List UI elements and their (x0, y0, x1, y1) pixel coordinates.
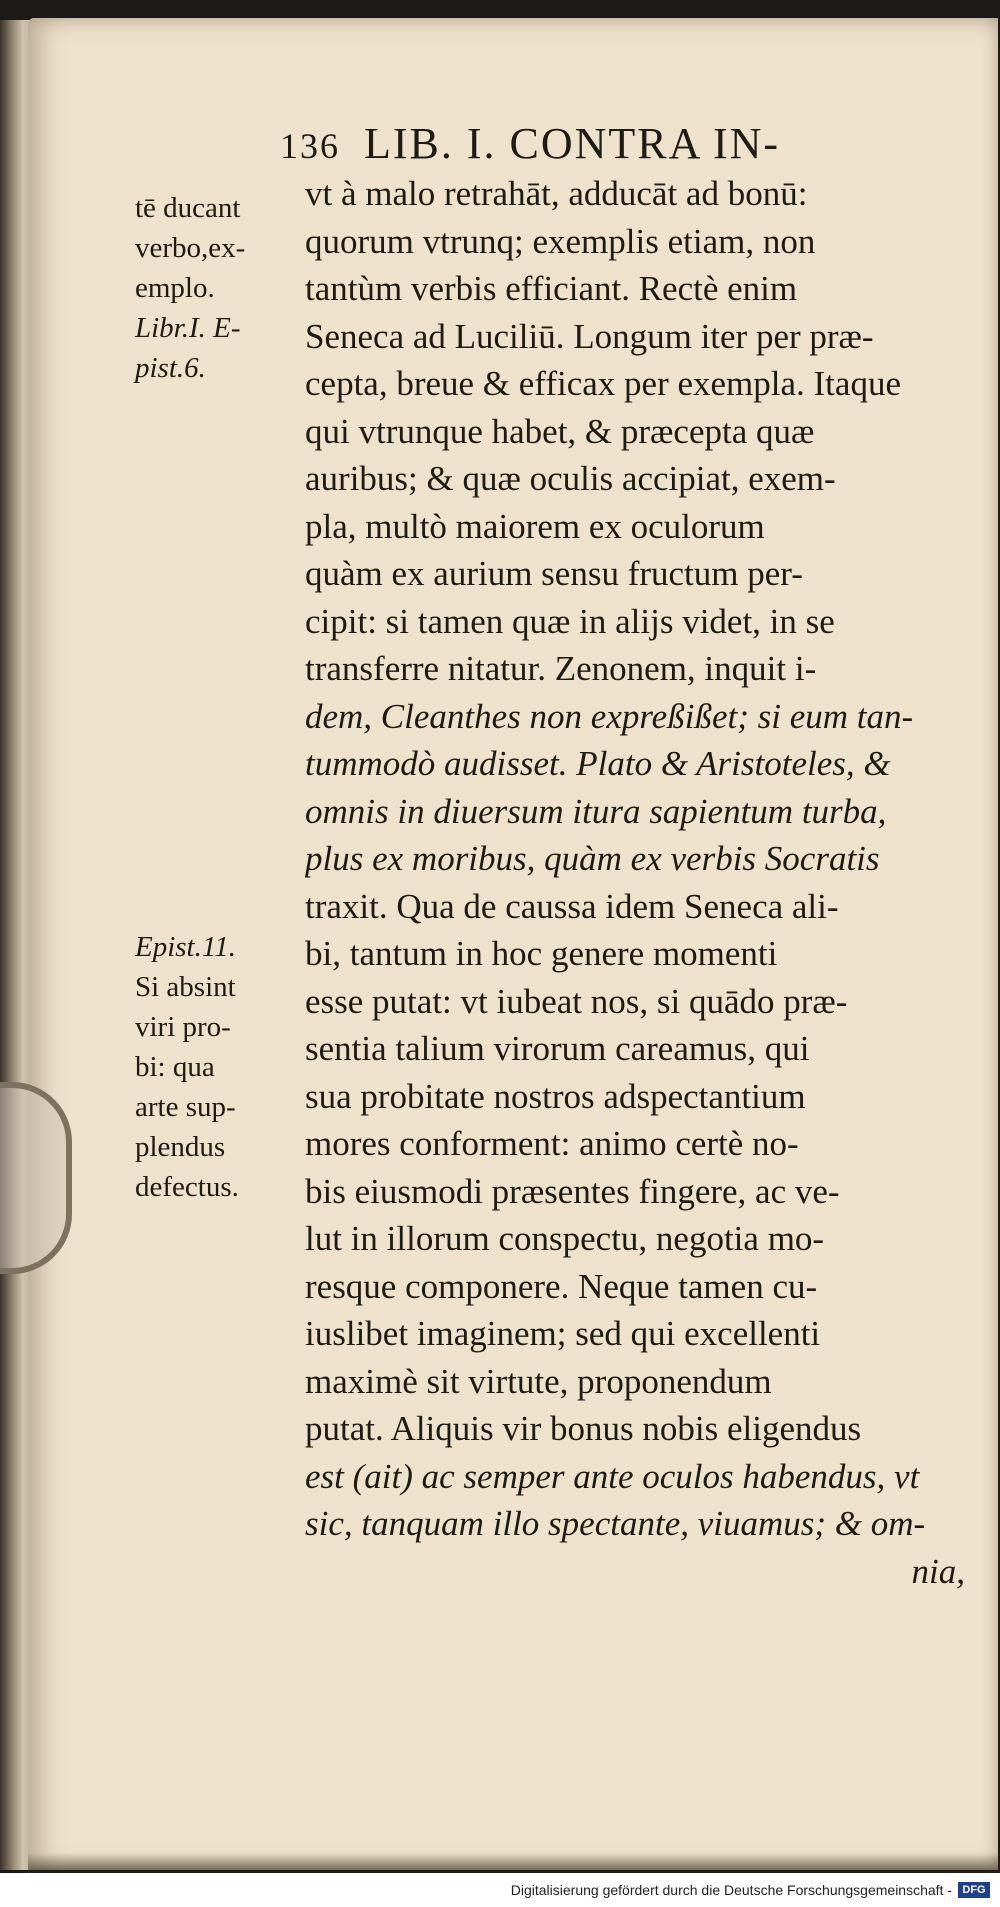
page-number: 136 (280, 126, 340, 166)
text-line: cipit: si tamen quæ in alijs videt, in se (305, 601, 835, 641)
margin-note-1 (135, 188, 305, 388)
text-line: bi, tantum in hoc genere momenti (305, 934, 778, 973)
text-line: maximè sit virtute, proponendum (305, 1361, 772, 1401)
text-line: dem, Cleanthes non expreßißet; si eum tan- (305, 696, 914, 736)
text-line: cepta, breue & efficax per exempla. Itaque (305, 364, 901, 403)
text-line: sua probitate nostros adspectantium (305, 1076, 806, 1116)
body-text (305, 170, 965, 1595)
margin-line: viri pro- (135, 1011, 231, 1043)
text-line: sic, tanquam illo spectante, viuamus; & om- (305, 1504, 926, 1543)
text-line: transferre nitatur. Zenonem, inquit i- (305, 649, 817, 688)
text-line: mores conforment: animo certè no- (305, 1124, 799, 1163)
footer-bar (0, 1873, 1000, 1907)
running-title: LIB. I. CONTRA IN- (364, 119, 781, 168)
running-header (280, 118, 780, 169)
text-line: putat. Aliquis vir bonus nobis eligendus (305, 1409, 862, 1448)
text-line: est (ait) ac semper ante oculos habendus, vt (305, 1456, 920, 1496)
text-line: resque componere. Neque tamen cu- (305, 1266, 818, 1306)
margin-line: Libr.I. E- (135, 312, 241, 344)
margin-line: pist.6. (135, 352, 206, 384)
text-line: traxit. Qua de caussa idem Seneca ali- (305, 886, 839, 926)
margin-line: tē ducant (135, 192, 241, 224)
text-line: quàm ex aurium sensu fructum per- (305, 554, 803, 593)
margin-line: defectus. (135, 1171, 239, 1203)
text-line: omnis in diuersum itura sapientum turba, (305, 791, 887, 831)
margin-line: bi: qua (135, 1051, 215, 1083)
margin-line: Si absint (135, 971, 236, 1003)
text-line: tummodò audisset. Plato & Aristoteles, & (305, 744, 891, 783)
text-line: bis eiusmodi præsentes fingere, ac ve- (305, 1171, 840, 1211)
text-line: lut in illorum conspectu, negotia mo- (305, 1219, 825, 1258)
text-line: vt à malo retrahāt, adducāt ad bonū: (305, 174, 808, 213)
margin-line: emplo. (135, 272, 215, 304)
catchword: nia, (911, 1551, 965, 1591)
margin-line: Epist.11. (135, 931, 236, 963)
text-line: plus ex moribus, quàm ex verbis Socratis (305, 839, 880, 878)
footer-credit: Digitalisierung gefördert durch die Deutsche Forschungsgemeinschaft - (510, 1882, 952, 1898)
text-line: sentia talium virorum careamus, qui (305, 1029, 810, 1068)
margin-line: verbo,ex- (135, 232, 246, 264)
text-line: Seneca ad Luciliū. Longum iter per præ- (305, 316, 874, 356)
text-line: tantùm verbis efficiant. Rectè enim (305, 269, 798, 308)
margin-note-2 (135, 927, 305, 1207)
dfg-logo-icon: DFG (958, 1882, 990, 1898)
page-bottom-shadow (28, 1853, 1000, 1873)
margin-line: plendus (135, 1131, 226, 1163)
text-line: iuslibet imaginem; sed qui excellenti (305, 1314, 821, 1353)
text-line: auribus; & quæ oculis accipiat, exem- (305, 459, 836, 498)
book-clasp (0, 1082, 72, 1274)
text-line: quorum vtrunq; exemplis etiam, non (305, 221, 816, 261)
margin-line: arte sup- (135, 1091, 236, 1123)
text-line: esse putat: vt iubeat nos, si quādo præ- (305, 981, 848, 1021)
text-line: pla, multò maiorem ex oculorum (305, 506, 765, 546)
text-line: qui vtrunque habet, & præcepta quæ (305, 411, 815, 451)
